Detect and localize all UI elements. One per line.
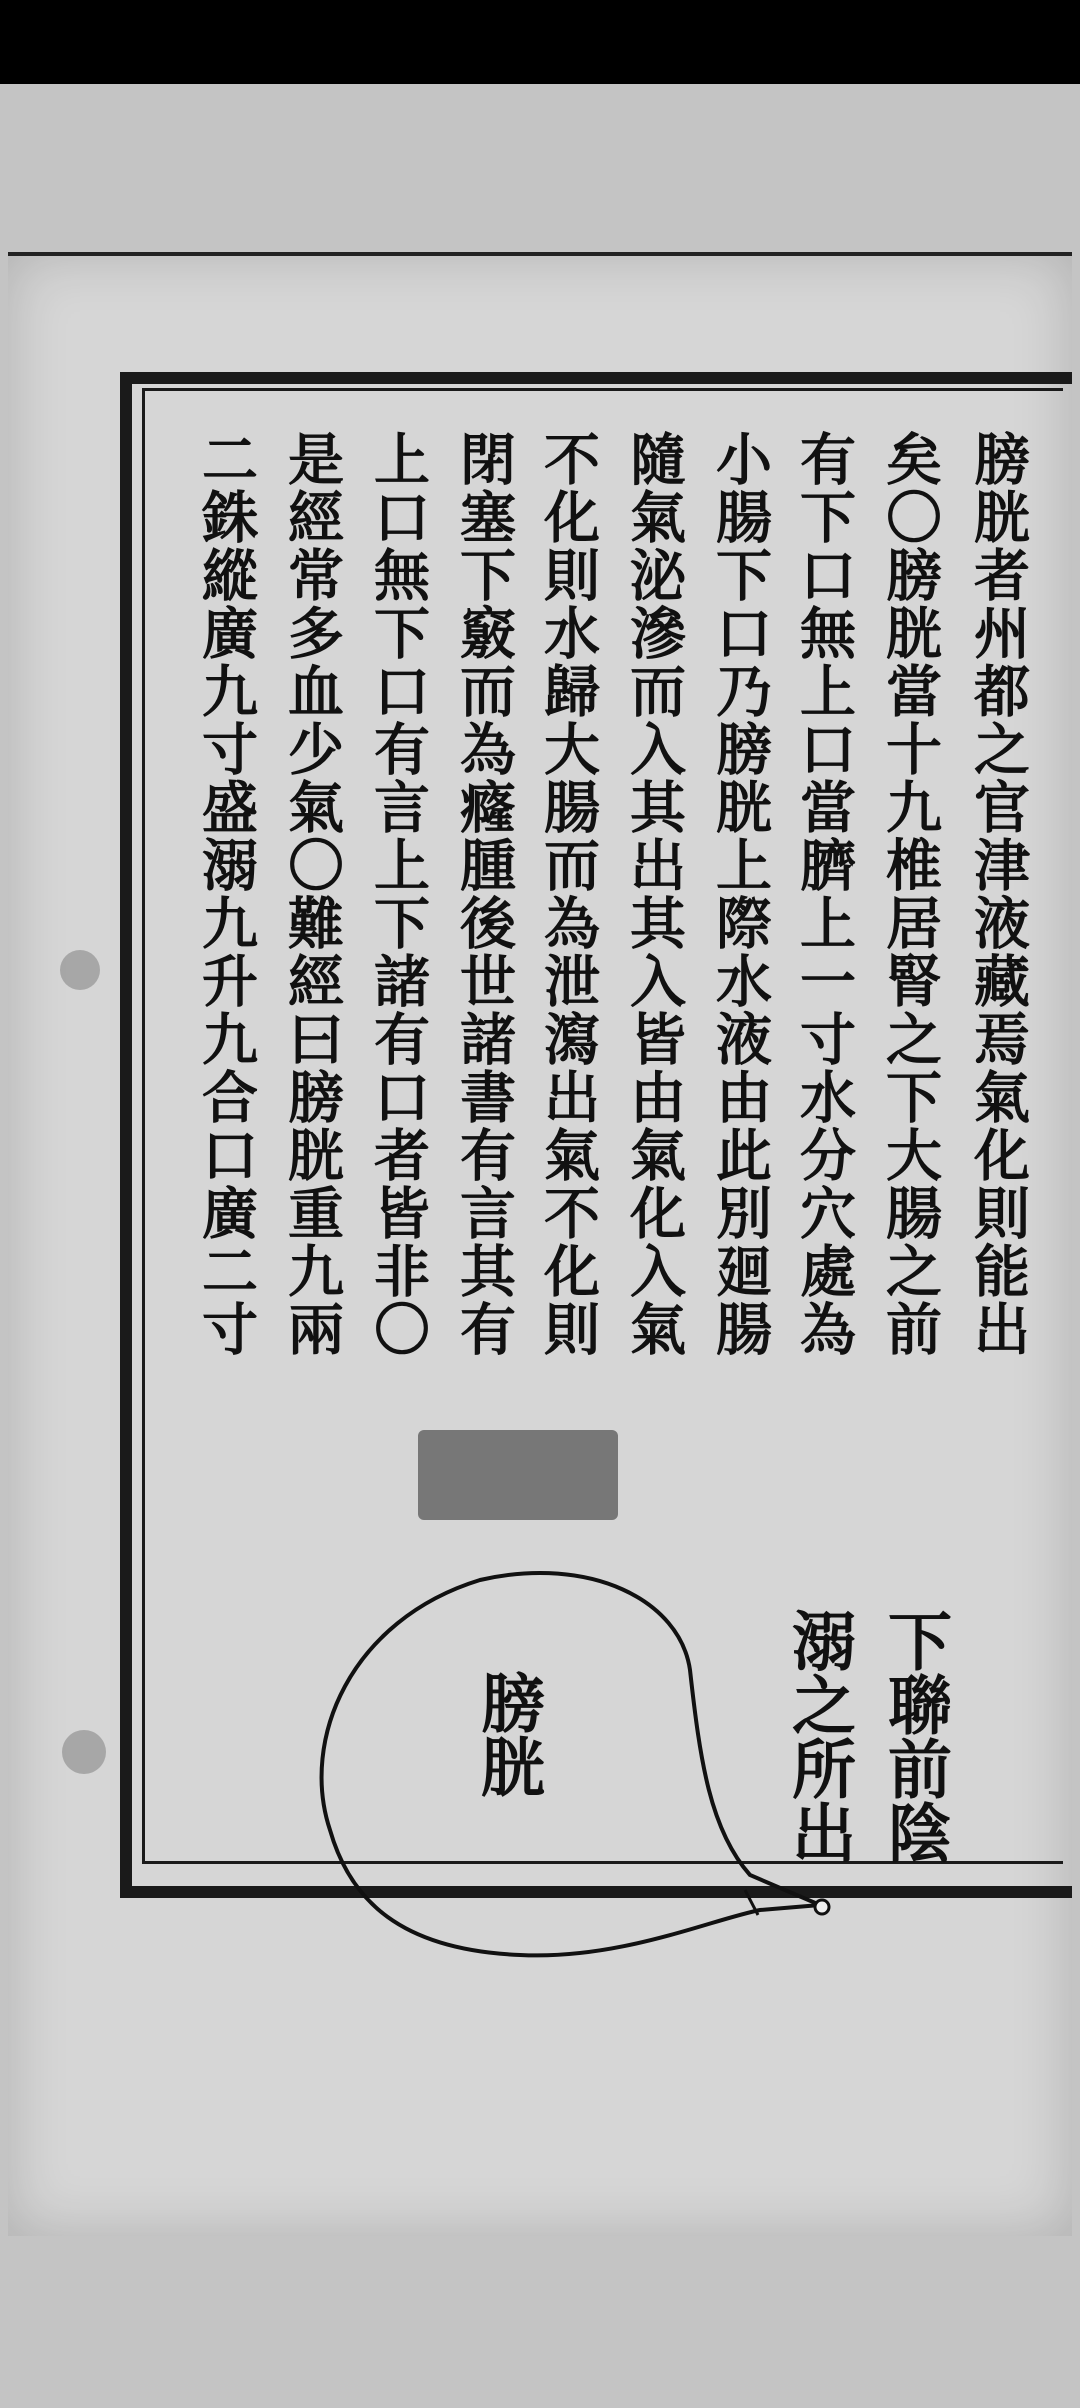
- paper-stain: [62, 1730, 106, 1774]
- text-column-1: 膀胱者州都之官津液藏焉氣化則能出: [965, 430, 1031, 1358]
- text-column-4: 小腸下口乃膀胱上際水液由此別廻腸: [707, 430, 773, 1358]
- text-column-2: 矣〇膀胱當十九椎居腎之下大腸之前: [877, 430, 943, 1358]
- annotation-line-1: 下聯前陰: [877, 1608, 952, 1864]
- top-status-bar: [0, 0, 1080, 84]
- text-column-7: 閉塞下竅而為癃腫後世諸書有言其有: [451, 430, 517, 1358]
- paper-stain: [60, 950, 100, 990]
- bladder-label: 膀胱: [470, 1670, 545, 1798]
- text-column-9: 是經常多血少氣〇難經曰膀胱重九兩: [279, 430, 345, 1358]
- annotation-line-2: 溺之所出: [781, 1608, 856, 1864]
- text-column-10: 二銖縱廣九寸盛溺九升九合口廣二寸: [193, 430, 259, 1358]
- bladder-diagram: [290, 1560, 850, 2000]
- text-column-8: 上口無下口有言上下諸有口者皆非〇: [365, 430, 431, 1358]
- ink-smudge: [418, 1430, 618, 1520]
- text-column-5: 隨氣泌滲而入其出其入皆由氣化入氣: [621, 430, 687, 1358]
- bladder-outline-icon: [290, 1560, 850, 2000]
- text-column-6: 不化則水歸大腸而為泄瀉出氣不化則: [535, 430, 601, 1358]
- text-column-3: 有下口無上口當臍上一寸水分穴處為: [791, 430, 857, 1358]
- bottom-margin: [0, 2236, 1080, 2408]
